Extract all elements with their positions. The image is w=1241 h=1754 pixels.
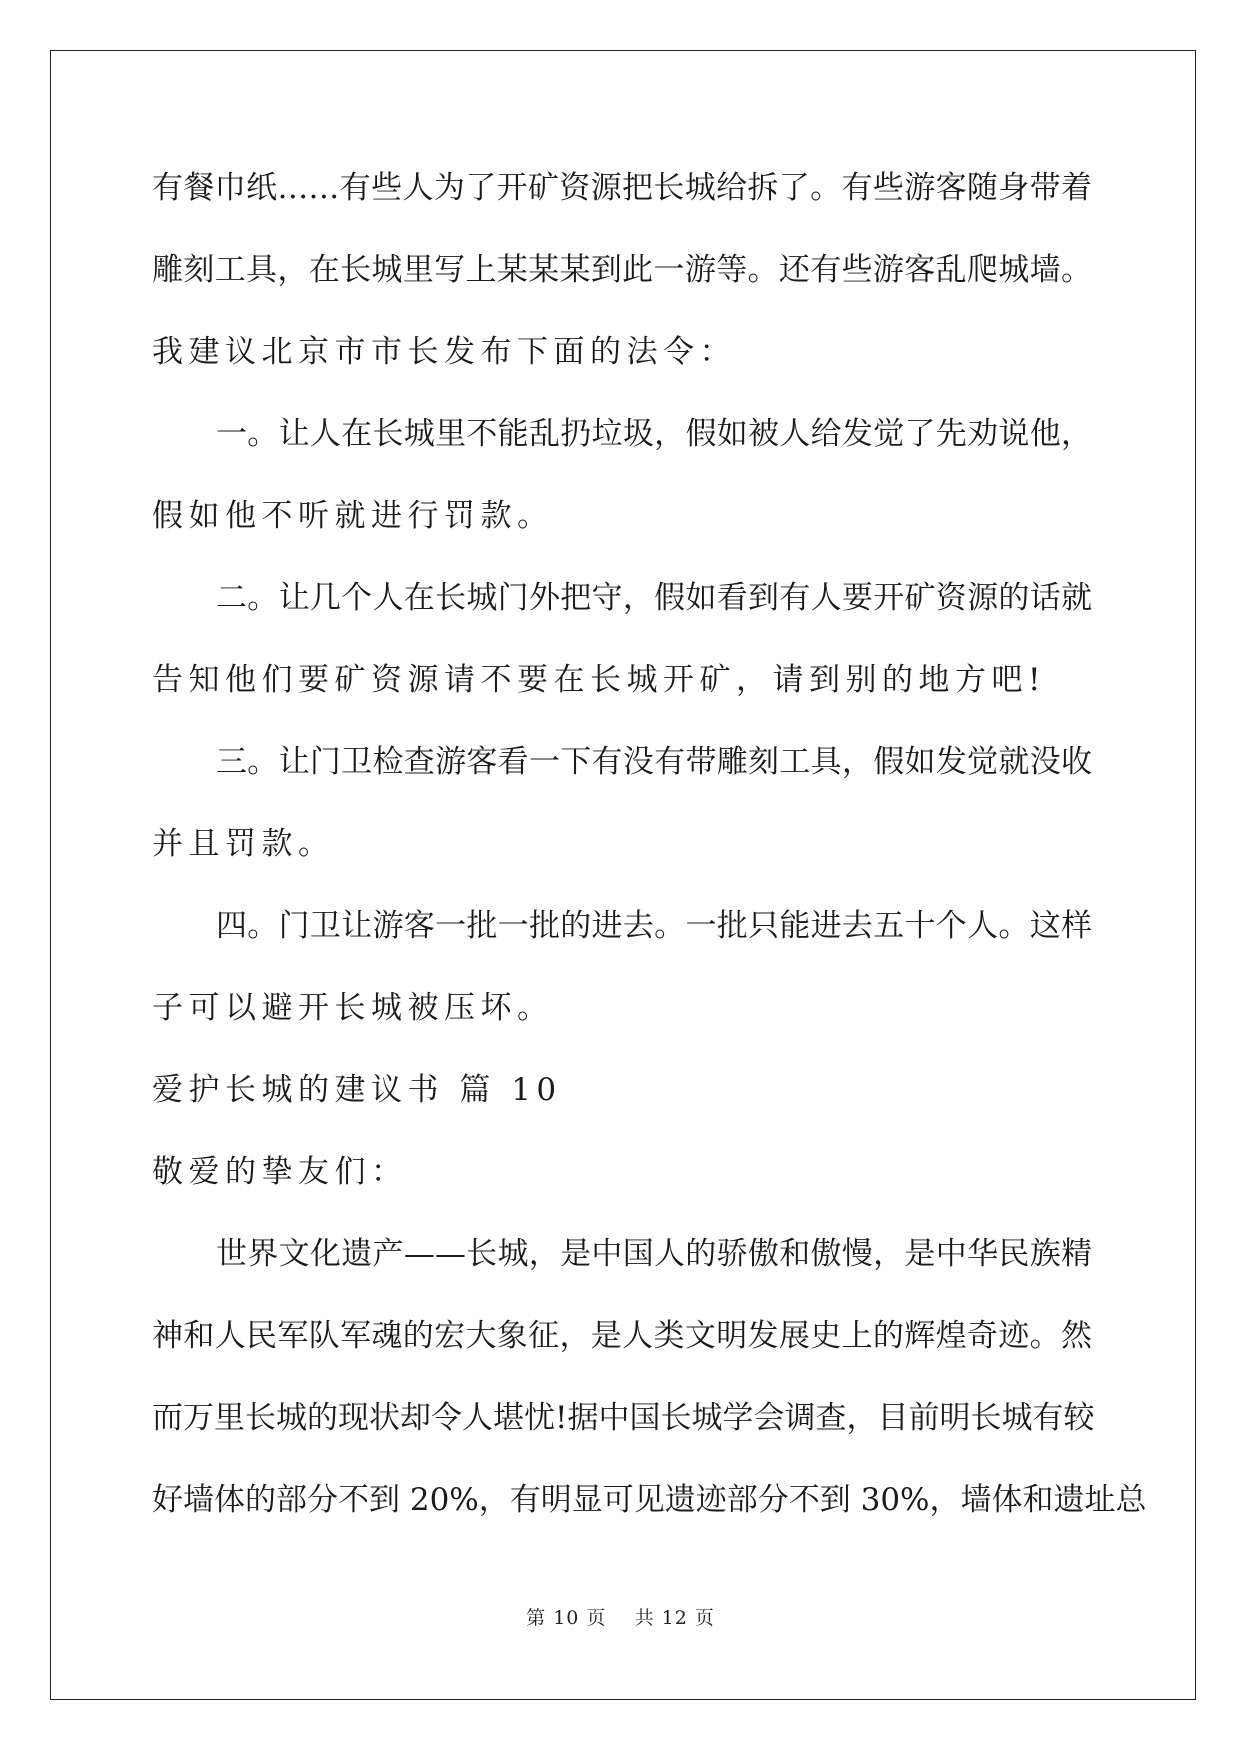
page-number: 第 10 页 共 12 页 [526, 1607, 715, 1629]
text-line: 世界文化遗产——长城，是中国人的骄傲和傲慢，是中华民族精 [216, 1236, 1092, 1272]
text-line: 并且罚款。 [152, 826, 335, 862]
text-line: 一。让人在长城里不能乱扔垃圾，假如被人给发觉了先劝说他， [216, 416, 1092, 452]
text-line: 告知他们要矿资源请不要在长城开矿，请到别的地方吧! [152, 662, 1046, 698]
text-line: 四。门卫让游客一批一批的进去。一批只能进去五十个人。这样 [216, 908, 1092, 944]
text-line: 我建议北京市市长发布下面的法令： [152, 334, 736, 370]
text-line: 雕刻工具，在长城里写上某某某到此一游等。还有些游客乱爬城墙。 [152, 252, 1092, 288]
salutation: 敬爱的挚友们： [152, 1154, 408, 1190]
document-body [152, 164, 1147, 1558]
text-line: 神和人民军队军魂的宏大象征，是人类文明发展史上的辉煌奇迹。然 [152, 1318, 1092, 1354]
text-line: 子可以避开长城被压坏。 [152, 990, 554, 1026]
text-line: 假如他不听就进行罚款。 [152, 498, 554, 534]
text-line: 而万里长城的现状却令人堪忧!据中国长城学会调查，目前明长城有较 [152, 1400, 1095, 1436]
text-line: 好墙体的部分不到 20%，有明显可见遗迹部分不到 30%，墙体和遗址总 [152, 1482, 1147, 1518]
text-line: 有餐巾纸……有些人为了开矿资源把长城给拆了。有些游客随身带着 [152, 170, 1092, 206]
text-line: 二。让几个人在长城门外把守，假如看到有人要开矿资源的话就 [216, 580, 1092, 616]
page-footer [0, 1603, 1241, 1630]
section-heading: 爱护长城的建议书 篇 10 [152, 1072, 562, 1108]
text-line: 三。让门卫检查游客看一下有没有带雕刻工具，假如发觉就没收 [216, 744, 1092, 780]
